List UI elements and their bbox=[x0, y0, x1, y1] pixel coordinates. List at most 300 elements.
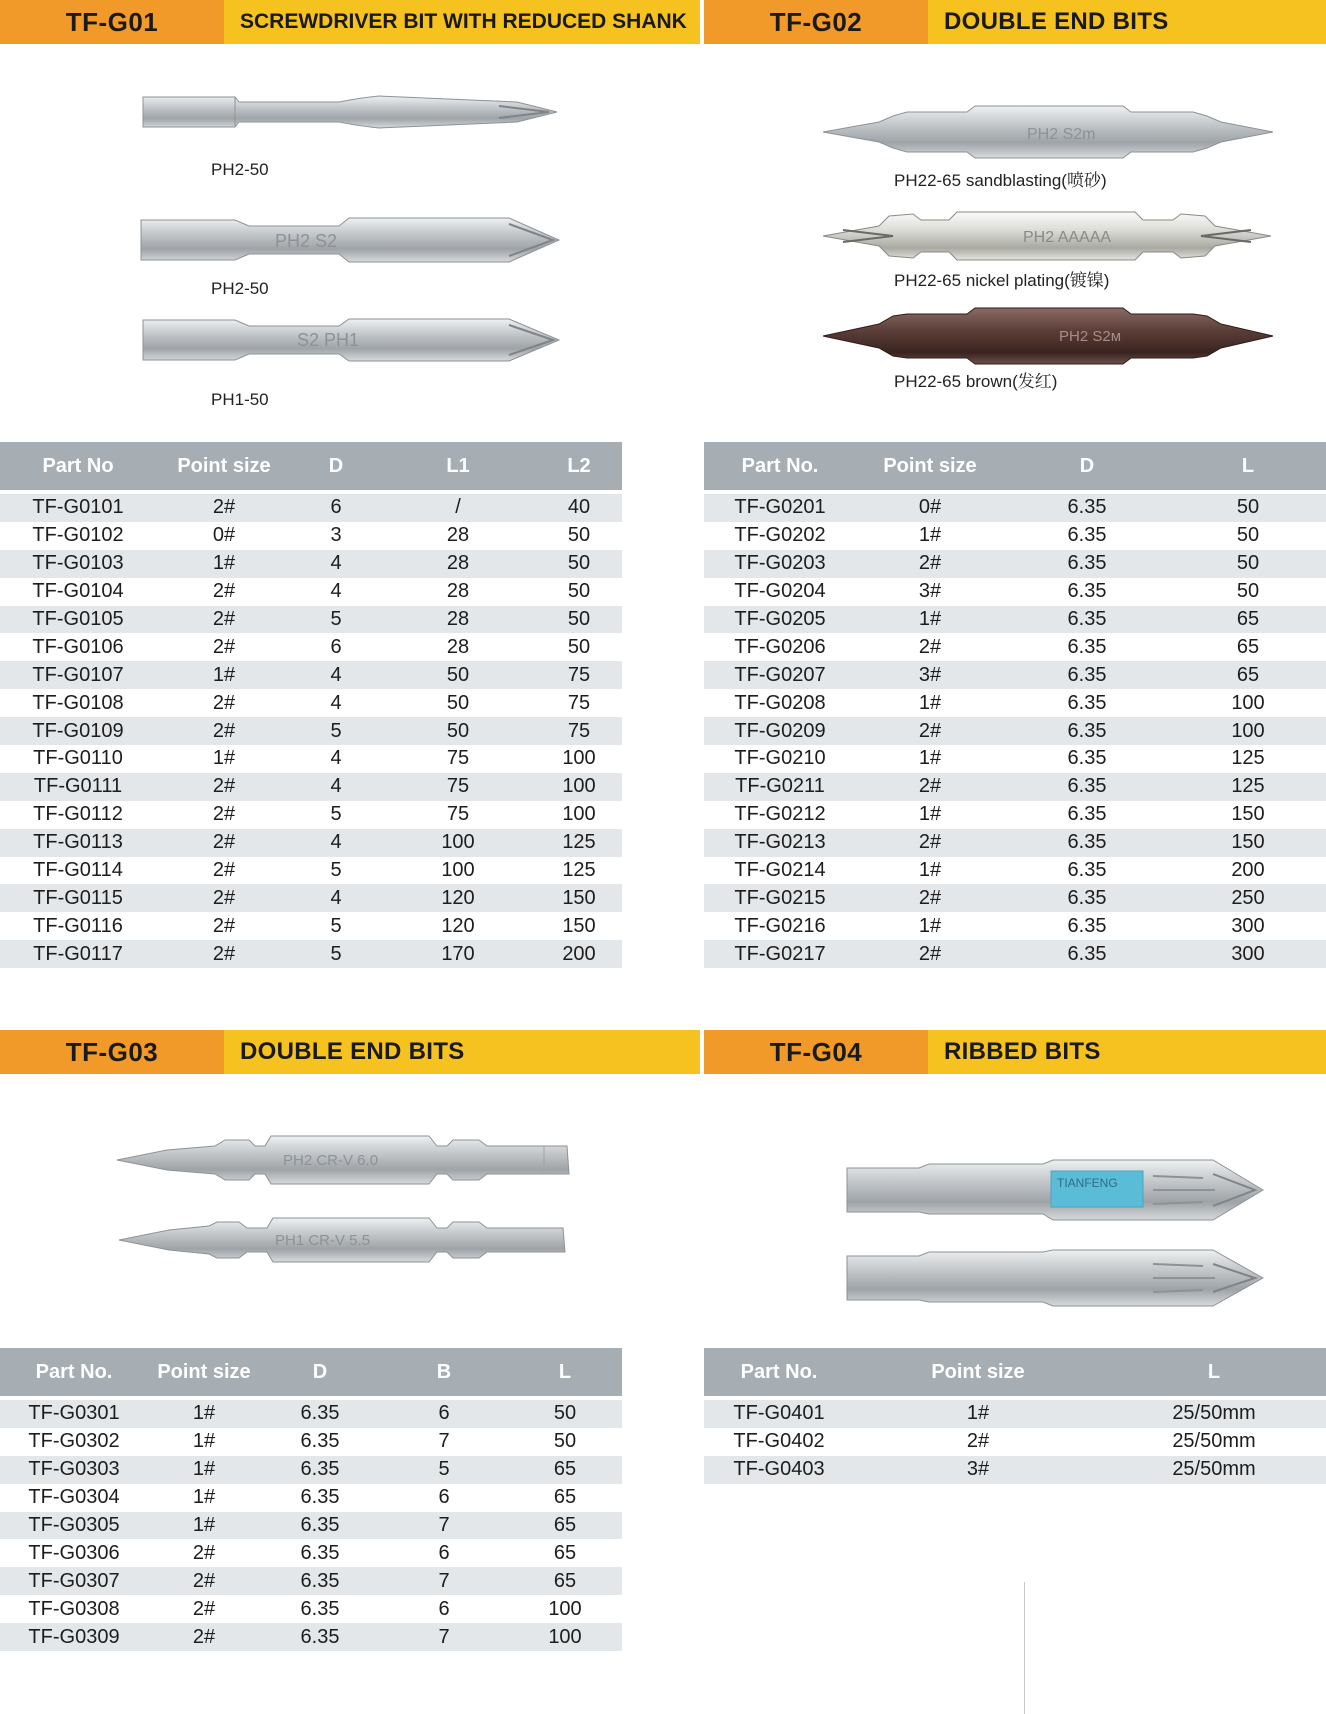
part-number-cell: TF-G0403 bbox=[704, 1456, 854, 1484]
table-cell: 6.35 bbox=[260, 1456, 380, 1484]
table-row bbox=[0, 1398, 622, 1428]
table-cell: 5 bbox=[292, 717, 380, 745]
section-code: TF-G03 bbox=[0, 1030, 224, 1074]
part-number-cell: TF-G0113 bbox=[0, 829, 156, 857]
table-cell: 2# bbox=[856, 773, 1004, 801]
table-cell: 2# bbox=[156, 801, 292, 829]
part-number-cell: TF-G0401 bbox=[704, 1398, 854, 1428]
table-cell: 4 bbox=[292, 689, 380, 717]
table-cell: 5 bbox=[292, 606, 380, 634]
table-cell: 5 bbox=[292, 801, 380, 829]
table-cell: 28 bbox=[380, 633, 536, 661]
table-row bbox=[0, 606, 622, 634]
table-row bbox=[704, 492, 1326, 522]
table-row bbox=[704, 633, 1326, 661]
table-row bbox=[704, 884, 1326, 912]
table-cell: 2# bbox=[856, 550, 1004, 578]
table-cell: 120 bbox=[380, 884, 536, 912]
table-row bbox=[0, 689, 622, 717]
part-number-cell: TF-G0116 bbox=[0, 912, 156, 940]
part-number-cell: TF-G0402 bbox=[704, 1428, 854, 1456]
table-cell: 6.35 bbox=[260, 1567, 380, 1595]
part-number-cell: TF-G0107 bbox=[0, 661, 156, 689]
table-cell: 7 bbox=[380, 1567, 508, 1595]
part-number-cell: TF-G0212 bbox=[704, 801, 856, 829]
column-header: L bbox=[1170, 442, 1326, 492]
table-cell: 1# bbox=[856, 689, 1004, 717]
section-title: SCREWDRIVER BIT WITH REDUCED SHANK bbox=[224, 0, 700, 44]
table-cell: 2# bbox=[856, 940, 1004, 968]
part-number-cell: TF-G0203 bbox=[704, 550, 856, 578]
table-cell: 2# bbox=[156, 884, 292, 912]
bit-image-ph2-50-a bbox=[143, 96, 557, 128]
table-cell: 2# bbox=[156, 492, 292, 522]
table-cell: 100 bbox=[1170, 717, 1326, 745]
column-header: D bbox=[1004, 442, 1170, 492]
table-cell: 4 bbox=[292, 578, 380, 606]
part-number-cell: TF-G0304 bbox=[0, 1484, 148, 1512]
table-cell: 1# bbox=[148, 1398, 260, 1428]
table-row bbox=[704, 1428, 1326, 1456]
table-cell: 6.35 bbox=[1004, 940, 1170, 968]
table-row bbox=[0, 773, 622, 801]
part-number-cell: TF-G0111 bbox=[0, 773, 156, 801]
table-cell: 150 bbox=[536, 884, 622, 912]
table-cell: 300 bbox=[1170, 912, 1326, 940]
section-code: TF-G01 bbox=[0, 0, 224, 44]
table-cell: 125 bbox=[1170, 773, 1326, 801]
bit-marking: S2 PH1 bbox=[297, 330, 360, 350]
section-tf-g04 bbox=[704, 1030, 1326, 1530]
section-header bbox=[704, 1030, 1326, 1074]
table-row bbox=[704, 717, 1326, 745]
table-cell: 1# bbox=[856, 606, 1004, 634]
table-cell: 4 bbox=[292, 661, 380, 689]
section-tf-g01 bbox=[0, 0, 687, 970]
table-cell: 3# bbox=[856, 661, 1004, 689]
column-header: Point size bbox=[148, 1348, 260, 1398]
bit-marking: PH2 S2м bbox=[1059, 328, 1122, 345]
table-cell: 1# bbox=[148, 1484, 260, 1512]
product-image-double-end-bits-ph-slotted bbox=[0, 1074, 700, 1334]
table-cell: 100 bbox=[508, 1595, 622, 1623]
column-header: L1 bbox=[380, 442, 536, 492]
table-cell: 4 bbox=[292, 773, 380, 801]
table-cell: 100 bbox=[536, 801, 622, 829]
part-number-cell: TF-G0204 bbox=[704, 578, 856, 606]
table-cell: 2# bbox=[156, 829, 292, 857]
table-cell: 2# bbox=[156, 940, 292, 968]
column-header: Point size bbox=[856, 442, 1004, 492]
table-row bbox=[0, 1512, 622, 1540]
spec-table-tf-g03 bbox=[0, 1348, 622, 1651]
spec-table-tf-g04 bbox=[704, 1348, 1326, 1484]
table-cell: 65 bbox=[508, 1456, 622, 1484]
table-cell: 25/50mm bbox=[1102, 1398, 1326, 1428]
table-row bbox=[0, 1428, 622, 1456]
section-code: TF-G02 bbox=[704, 0, 928, 44]
table-cell: 65 bbox=[508, 1484, 622, 1512]
table-header-row bbox=[704, 442, 1326, 492]
table-row bbox=[0, 745, 622, 773]
table-row bbox=[704, 522, 1326, 550]
table-cell: 6.35 bbox=[1004, 801, 1170, 829]
table-cell: 100 bbox=[536, 773, 622, 801]
table-cell: 125 bbox=[1170, 745, 1326, 773]
table-row bbox=[704, 578, 1326, 606]
table-cell: 6.35 bbox=[260, 1623, 380, 1651]
table-row bbox=[704, 550, 1326, 578]
part-number-cell: TF-G0112 bbox=[0, 801, 156, 829]
table-cell: 5 bbox=[292, 857, 380, 885]
bit-image-ribbed-plain bbox=[847, 1250, 1263, 1306]
table-cell: 6.35 bbox=[260, 1484, 380, 1512]
bit-image-sandblasting bbox=[823, 106, 1273, 158]
table-row bbox=[0, 522, 622, 550]
table-cell: 4 bbox=[292, 829, 380, 857]
part-number-cell: TF-G0209 bbox=[704, 717, 856, 745]
bit-marking: PH1 CR-V 5.5 bbox=[275, 1232, 371, 1249]
table-cell: 75 bbox=[380, 801, 536, 829]
table-cell: 6.35 bbox=[260, 1512, 380, 1540]
table-cell: 2# bbox=[148, 1567, 260, 1595]
part-number-cell: TF-G0110 bbox=[0, 745, 156, 773]
table-cell: 250 bbox=[1170, 884, 1326, 912]
table-cell: 65 bbox=[508, 1512, 622, 1540]
table-cell: 28 bbox=[380, 550, 536, 578]
table-cell: 200 bbox=[536, 940, 622, 968]
table-cell: 2# bbox=[856, 717, 1004, 745]
bit-marking: PH2 S2 bbox=[275, 231, 338, 251]
part-number-cell: TF-G0205 bbox=[704, 606, 856, 634]
table-cell: 100 bbox=[508, 1623, 622, 1651]
section-header bbox=[0, 1030, 700, 1074]
table-row bbox=[704, 661, 1326, 689]
table-cell: 50 bbox=[536, 578, 622, 606]
divider-line bbox=[1024, 1582, 1025, 1714]
table-cell: 4 bbox=[292, 745, 380, 773]
table-row bbox=[0, 633, 622, 661]
table-cell: 25/50mm bbox=[1102, 1428, 1326, 1456]
section-tf-g02 bbox=[704, 0, 1326, 970]
table-cell: 1# bbox=[856, 857, 1004, 885]
table-cell: 50 bbox=[536, 633, 622, 661]
table-cell: 50 bbox=[536, 522, 622, 550]
table-cell: 200 bbox=[1170, 857, 1326, 885]
table-cell: 65 bbox=[1170, 661, 1326, 689]
part-number-cell: TF-G0104 bbox=[0, 578, 156, 606]
table-cell: 2# bbox=[156, 633, 292, 661]
table-cell: 28 bbox=[380, 522, 536, 550]
table-cell: 1# bbox=[854, 1398, 1102, 1428]
table-row bbox=[704, 940, 1326, 968]
table-cell: 6 bbox=[292, 633, 380, 661]
part-number-cell: TF-G0217 bbox=[704, 940, 856, 968]
product-image-reduced-shank-bits bbox=[0, 44, 700, 434]
table-cell: 125 bbox=[536, 829, 622, 857]
bit-image-brown bbox=[823, 308, 1273, 364]
table-cell: 7 bbox=[380, 1512, 508, 1540]
part-number-cell: TF-G0211 bbox=[704, 773, 856, 801]
table-row bbox=[0, 801, 622, 829]
table-cell: 50 bbox=[508, 1428, 622, 1456]
table-cell: 2# bbox=[156, 912, 292, 940]
table-cell: 6.35 bbox=[1004, 884, 1170, 912]
table-cell: 1# bbox=[156, 661, 292, 689]
bit-image-ph1-50 bbox=[143, 319, 559, 361]
table-cell: 6.35 bbox=[1004, 633, 1170, 661]
table-cell: 2# bbox=[148, 1539, 260, 1567]
table-cell: 6.35 bbox=[1004, 829, 1170, 857]
column-header: Part No bbox=[0, 442, 156, 492]
table-cell: 28 bbox=[380, 606, 536, 634]
table-cell: 6 bbox=[380, 1539, 508, 1567]
column-header: Part No. bbox=[0, 1348, 148, 1398]
table-cell: 50 bbox=[380, 717, 536, 745]
table-cell: 6.35 bbox=[1004, 773, 1170, 801]
table-cell: 50 bbox=[380, 689, 536, 717]
table-row bbox=[0, 578, 622, 606]
table-cell: 6.35 bbox=[260, 1398, 380, 1428]
table-cell: 5 bbox=[380, 1456, 508, 1484]
part-number-cell: TF-G0106 bbox=[0, 633, 156, 661]
bit-caption: PH1-50 bbox=[211, 390, 269, 409]
table-cell: 6.35 bbox=[1004, 689, 1170, 717]
table-cell: 1# bbox=[148, 1456, 260, 1484]
table-row bbox=[704, 857, 1326, 885]
table-row bbox=[0, 1539, 622, 1567]
table-cell: 100 bbox=[380, 829, 536, 857]
part-number-cell: TF-G0201 bbox=[704, 492, 856, 522]
part-number-cell: TF-G0108 bbox=[0, 689, 156, 717]
part-number-cell: TF-G0214 bbox=[704, 857, 856, 885]
part-number-cell: TF-G0101 bbox=[0, 492, 156, 522]
table-cell: 6.35 bbox=[1004, 522, 1170, 550]
table-header-row bbox=[0, 442, 622, 492]
table-row bbox=[704, 829, 1326, 857]
bit-caption: PH22-65 sandblasting(喷砂) bbox=[894, 171, 1107, 190]
table-row bbox=[0, 940, 622, 968]
table-row bbox=[704, 689, 1326, 717]
part-number-cell: TF-G0303 bbox=[0, 1456, 148, 1484]
table-cell: 100 bbox=[380, 857, 536, 885]
table-row bbox=[704, 801, 1326, 829]
table-cell: 75 bbox=[536, 661, 622, 689]
bit-image-nickel-plating bbox=[823, 212, 1271, 260]
table-cell: 100 bbox=[536, 745, 622, 773]
table-cell: 75 bbox=[380, 745, 536, 773]
table-cell: 50 bbox=[1170, 550, 1326, 578]
table-cell: 5 bbox=[292, 912, 380, 940]
table-cell: 1# bbox=[856, 912, 1004, 940]
table-row bbox=[0, 1484, 622, 1512]
column-header: Part No. bbox=[704, 1348, 854, 1398]
table-row bbox=[0, 1623, 622, 1651]
table-cell: 1# bbox=[856, 745, 1004, 773]
table-cell: 150 bbox=[1170, 801, 1326, 829]
part-number-cell: TF-G0105 bbox=[0, 606, 156, 634]
table-cell: 75 bbox=[380, 773, 536, 801]
table-cell: 3 bbox=[292, 522, 380, 550]
table-cell: 4 bbox=[292, 550, 380, 578]
table-cell: 4 bbox=[292, 884, 380, 912]
table-row bbox=[704, 773, 1326, 801]
table-cell: 6.35 bbox=[260, 1595, 380, 1623]
table-cell: 6 bbox=[380, 1595, 508, 1623]
table-row bbox=[0, 1595, 622, 1623]
table-cell: 6.35 bbox=[1004, 912, 1170, 940]
table-cell: 6.35 bbox=[1004, 550, 1170, 578]
table-cell: 2# bbox=[148, 1623, 260, 1651]
table-cell: 0# bbox=[156, 522, 292, 550]
table-row bbox=[0, 1456, 622, 1484]
bit-marking: PH2 S2m bbox=[1027, 126, 1096, 143]
table-cell: 120 bbox=[380, 912, 536, 940]
bit-caption: PH22-65 brown(发红) bbox=[894, 372, 1058, 391]
table-cell: 75 bbox=[536, 689, 622, 717]
table-cell: 25/50mm bbox=[1102, 1456, 1326, 1484]
product-image-ribbed-bits bbox=[704, 1074, 1326, 1334]
table-cell: 2# bbox=[156, 606, 292, 634]
bit-marking: TIANFENG bbox=[1057, 1176, 1118, 1190]
table-row bbox=[704, 1456, 1326, 1484]
part-number-cell: TF-G0216 bbox=[704, 912, 856, 940]
column-header: L2 bbox=[536, 442, 622, 492]
table-cell: 0# bbox=[856, 492, 1004, 522]
table-cell: 150 bbox=[536, 912, 622, 940]
bit-marking: PH2 AAAAA bbox=[1023, 229, 1112, 246]
table-cell: 100 bbox=[1170, 689, 1326, 717]
table-cell: 150 bbox=[1170, 829, 1326, 857]
table-cell: 6.35 bbox=[1004, 745, 1170, 773]
part-number-cell: TF-G0117 bbox=[0, 940, 156, 968]
table-cell: 1# bbox=[856, 801, 1004, 829]
table-cell: 65 bbox=[508, 1539, 622, 1567]
column-header: L bbox=[508, 1348, 622, 1398]
table-cell: 6.35 bbox=[1004, 578, 1170, 606]
table-cell: 50 bbox=[1170, 522, 1326, 550]
table-row bbox=[704, 912, 1326, 940]
section-header bbox=[704, 0, 1326, 44]
column-header: D bbox=[260, 1348, 380, 1398]
table-cell: 2# bbox=[156, 857, 292, 885]
table-row bbox=[0, 550, 622, 578]
column-header: Point size bbox=[854, 1348, 1102, 1398]
section-title: DOUBLE END BITS bbox=[224, 1030, 700, 1074]
table-cell: 50 bbox=[536, 606, 622, 634]
column-header: Part No. bbox=[704, 442, 856, 492]
table-cell: 5 bbox=[292, 940, 380, 968]
table-header-row bbox=[704, 1348, 1326, 1398]
part-number-cell: TF-G0306 bbox=[0, 1539, 148, 1567]
bit-caption: PH22-65 nickel plating(镀镍) bbox=[894, 271, 1110, 290]
bit-marking: PH2 CR-V 6.0 bbox=[283, 1152, 379, 1169]
table-cell: 170 bbox=[380, 940, 536, 968]
table-cell: 2# bbox=[156, 773, 292, 801]
table-cell: 1# bbox=[156, 550, 292, 578]
part-number-cell: TF-G0309 bbox=[0, 1623, 148, 1651]
bit-image-ph2-slotted bbox=[117, 1136, 569, 1184]
table-row bbox=[0, 829, 622, 857]
table-cell: 2# bbox=[854, 1428, 1102, 1456]
part-number-cell: TF-G0114 bbox=[0, 857, 156, 885]
bit-image-ph2-50-b bbox=[141, 218, 559, 262]
part-number-cell: TF-G0210 bbox=[704, 745, 856, 773]
table-cell: 40 bbox=[536, 492, 622, 522]
table-row bbox=[0, 857, 622, 885]
table-cell: / bbox=[380, 492, 536, 522]
part-number-cell: TF-G0308 bbox=[0, 1595, 148, 1623]
part-number-cell: TF-G0206 bbox=[704, 633, 856, 661]
section-title: DOUBLE END BITS bbox=[928, 0, 1326, 44]
part-number-cell: TF-G0215 bbox=[704, 884, 856, 912]
table-cell: 2# bbox=[856, 829, 1004, 857]
column-header: Point size bbox=[156, 442, 292, 492]
table-cell: 1# bbox=[148, 1428, 260, 1456]
table-cell: 6.35 bbox=[1004, 661, 1170, 689]
part-number-cell: TF-G0213 bbox=[704, 829, 856, 857]
table-cell: 65 bbox=[1170, 633, 1326, 661]
table-cell: 28 bbox=[380, 578, 536, 606]
table-cell: 2# bbox=[156, 717, 292, 745]
table-cell: 1# bbox=[156, 745, 292, 773]
table-cell: 50 bbox=[1170, 492, 1326, 522]
column-header: B bbox=[380, 1348, 508, 1398]
table-row bbox=[0, 884, 622, 912]
table-cell: 6.35 bbox=[260, 1539, 380, 1567]
table-cell: 2# bbox=[856, 633, 1004, 661]
table-cell: 75 bbox=[536, 717, 622, 745]
part-number-cell: TF-G0302 bbox=[0, 1428, 148, 1456]
table-cell: 50 bbox=[380, 661, 536, 689]
column-header: L bbox=[1102, 1348, 1326, 1398]
part-number-cell: TF-G0301 bbox=[0, 1398, 148, 1428]
table-row bbox=[0, 912, 622, 940]
table-cell: 50 bbox=[508, 1398, 622, 1428]
table-row bbox=[0, 661, 622, 689]
column-header: D bbox=[292, 442, 380, 492]
table-header-row bbox=[0, 1348, 622, 1398]
table-cell: 2# bbox=[148, 1595, 260, 1623]
part-number-cell: TF-G0115 bbox=[0, 884, 156, 912]
table-cell: 6.35 bbox=[260, 1428, 380, 1456]
section-header bbox=[0, 0, 700, 44]
table-cell: 125 bbox=[536, 857, 622, 885]
table-cell: 7 bbox=[380, 1623, 508, 1651]
spec-table-tf-g01 bbox=[0, 442, 622, 968]
bit-caption: PH2-50 bbox=[211, 160, 269, 179]
table-row bbox=[704, 745, 1326, 773]
table-cell: 50 bbox=[1170, 578, 1326, 606]
part-number-cell: TF-G0305 bbox=[0, 1512, 148, 1540]
section-code: TF-G04 bbox=[704, 1030, 928, 1074]
table-cell: 3# bbox=[854, 1456, 1102, 1484]
table-cell: 6 bbox=[292, 492, 380, 522]
table-row bbox=[0, 492, 622, 522]
table-cell: 6.35 bbox=[1004, 857, 1170, 885]
table-cell: 6.35 bbox=[1004, 492, 1170, 522]
bit-image-ph1-slotted bbox=[119, 1218, 565, 1262]
part-number-cell: TF-G0207 bbox=[704, 661, 856, 689]
table-cell: 65 bbox=[508, 1567, 622, 1595]
table-cell: 1# bbox=[856, 522, 1004, 550]
spec-table-tf-g02 bbox=[704, 442, 1326, 968]
section-tf-g03 bbox=[0, 1030, 622, 1680]
part-number-cell: TF-G0307 bbox=[0, 1567, 148, 1595]
table-cell: 1# bbox=[148, 1512, 260, 1540]
table-row bbox=[0, 717, 622, 745]
table-cell: 2# bbox=[156, 689, 292, 717]
